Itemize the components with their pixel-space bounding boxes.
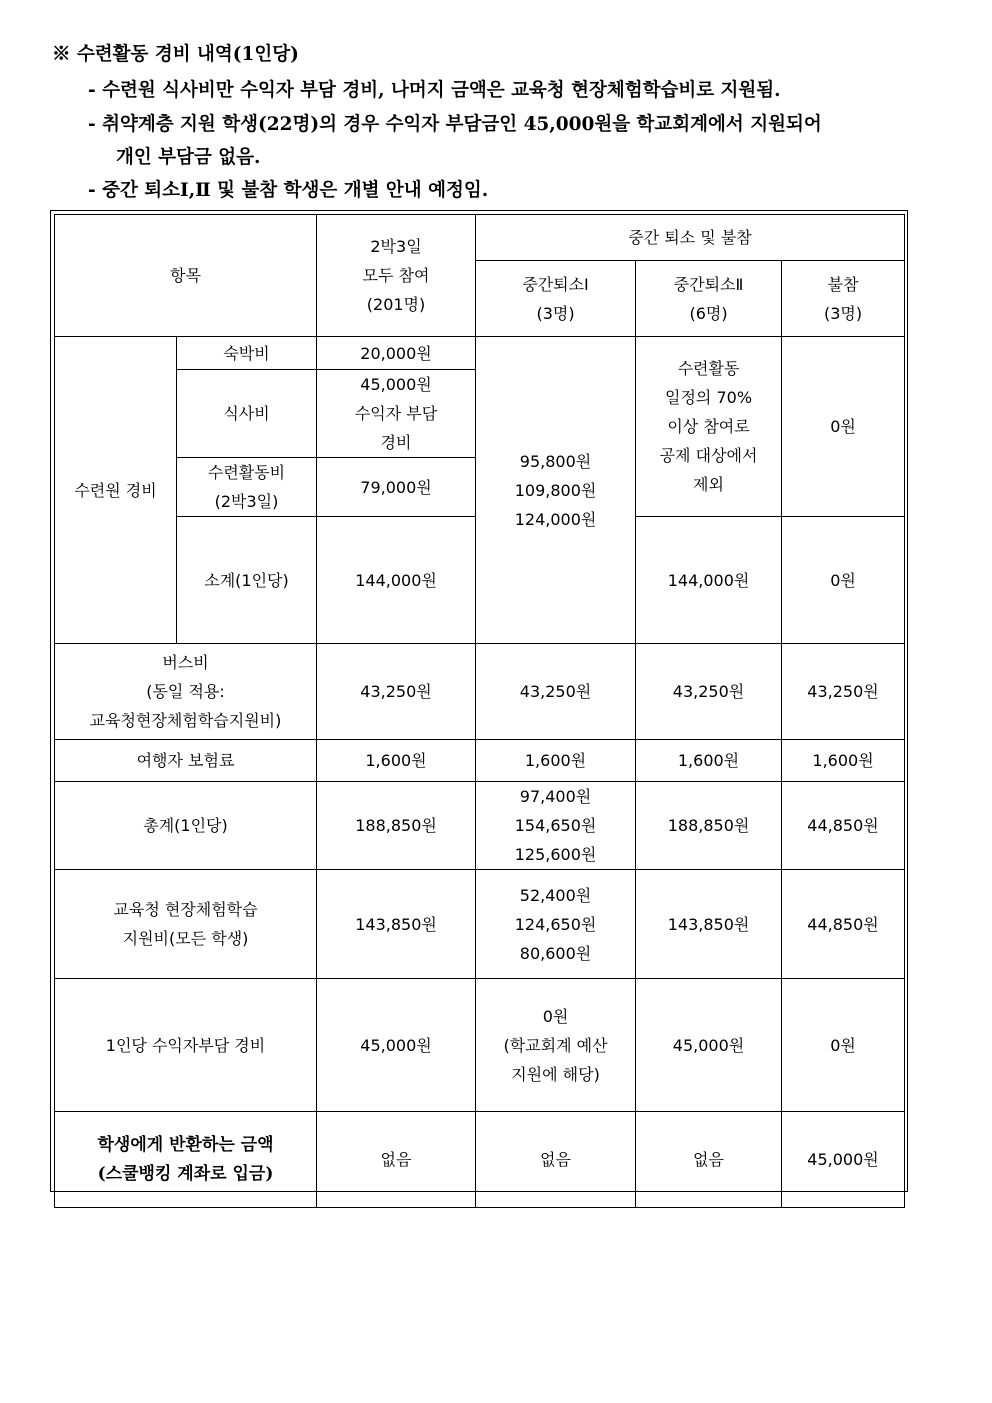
beneficiary-label: 1인당 수익자부담 경비 (55, 979, 317, 1112)
refund-label: 학생에게 반환하는 금액 (스쿨뱅킹 계좌로 입금) (55, 1112, 317, 1208)
beneficiary-absent: 0원 (782, 979, 905, 1112)
total-absent: 44,850원 (782, 782, 905, 870)
subtotal-label: 소계(1인당) (177, 517, 317, 644)
meal-label: 식사비 (177, 370, 317, 458)
meal-full: 45,000원 수익자 부담 경비 (317, 370, 476, 458)
beneficiary-mid1: 0원 (학교회계 예산 지원에 해당) (476, 979, 636, 1112)
header-mid1: 중간퇴소Ⅰ (3명) (476, 261, 636, 337)
note-line-1: - 수련원 식사비만 수익자 부담 경비, 나머지 금액은 교육청 현장체험학습비로 지원됨. (88, 80, 781, 101)
bus-mid1: 43,250원 (476, 644, 636, 740)
row-support (55, 870, 905, 979)
row-lodging (55, 337, 905, 370)
bus-mid2: 43,250원 (636, 644, 782, 740)
expense-table-frame (50, 210, 908, 1192)
bus-absent: 43,250원 (782, 644, 905, 740)
training-absent: 0원 (782, 337, 905, 517)
row-beneficiary (55, 979, 905, 1112)
refund-mid2: 없음 (636, 1112, 782, 1208)
refund-full: 없음 (317, 1112, 476, 1208)
note-line-2-cont: 개인 부담금 없음. (116, 147, 261, 168)
total-mid1: 97,400원 154,650원 125,600원 (476, 782, 636, 870)
activity-full: 79,000원 (317, 458, 476, 517)
lodging-label: 숙박비 (177, 337, 317, 370)
support-mid2: 143,850원 (636, 870, 782, 979)
insurance-label: 여행자 보험료 (55, 740, 317, 782)
row-bus (55, 644, 905, 740)
notes-heading: ※ 수련활동 경비 내역(1인당) (52, 44, 299, 65)
refund-mid1: 없음 (476, 1112, 636, 1208)
total-label: 총계(1인당) (55, 782, 317, 870)
insurance-mid2: 1,600원 (636, 740, 782, 782)
row-refund (55, 1112, 905, 1208)
note-line-2: - 취약계층 지원 학생(22명)의 경우 수익자 부담금인 45,000원을 학교회계에서 지원되어 (88, 114, 822, 135)
subtotal-absent: 0원 (782, 517, 905, 644)
row-insurance (55, 740, 905, 782)
training-mid2-note: 수련활동 일정의 70% 이상 참여로 공제 대상에서 제외 (636, 337, 782, 517)
total-mid2: 188,850원 (636, 782, 782, 870)
refund-absent: 45,000원 (782, 1112, 905, 1208)
header-item: 항목 (55, 215, 317, 337)
bus-full: 43,250원 (317, 644, 476, 740)
subtotal-mid2: 144,000원 (636, 517, 782, 644)
header-full: 2박3일 모두 참여 (201명) (317, 215, 476, 337)
row-total (55, 782, 905, 870)
activity-label: 수련활동비 (2박3일) (177, 458, 317, 517)
support-full: 143,850원 (317, 870, 476, 979)
training-group-label: 수련원 경비 (55, 337, 177, 644)
subtotal-full: 144,000원 (317, 517, 476, 644)
insurance-full: 1,600원 (317, 740, 476, 782)
expense-table (54, 214, 905, 1208)
support-absent: 44,850원 (782, 870, 905, 979)
support-mid1: 52,400원 124,650원 80,600원 (476, 870, 636, 979)
support-label: 교육청 현장체험학습 지원비(모든 학생) (55, 870, 317, 979)
header-row-1 (55, 215, 905, 261)
total-full: 188,850원 (317, 782, 476, 870)
beneficiary-full: 45,000원 (317, 979, 476, 1112)
header-absent: 불참 (3명) (782, 261, 905, 337)
header-mid2: 중간퇴소Ⅱ (6명) (636, 261, 782, 337)
bus-label: 버스비 (동일 적용: 교육청현장체험학습지원비) (55, 644, 317, 740)
training-mid1: 95,800원 109,800원 124,000원 (476, 337, 636, 644)
beneficiary-mid2: 45,000원 (636, 979, 782, 1112)
lodging-full: 20,000원 (317, 337, 476, 370)
insurance-mid1: 1,600원 (476, 740, 636, 782)
note-line-3: - 중간 퇴소Ⅰ,Ⅱ 및 불참 학생은 개별 안내 예정임. (88, 180, 489, 201)
insurance-absent: 1,600원 (782, 740, 905, 782)
header-partial: 중간 퇴소 및 불참 (476, 215, 905, 261)
